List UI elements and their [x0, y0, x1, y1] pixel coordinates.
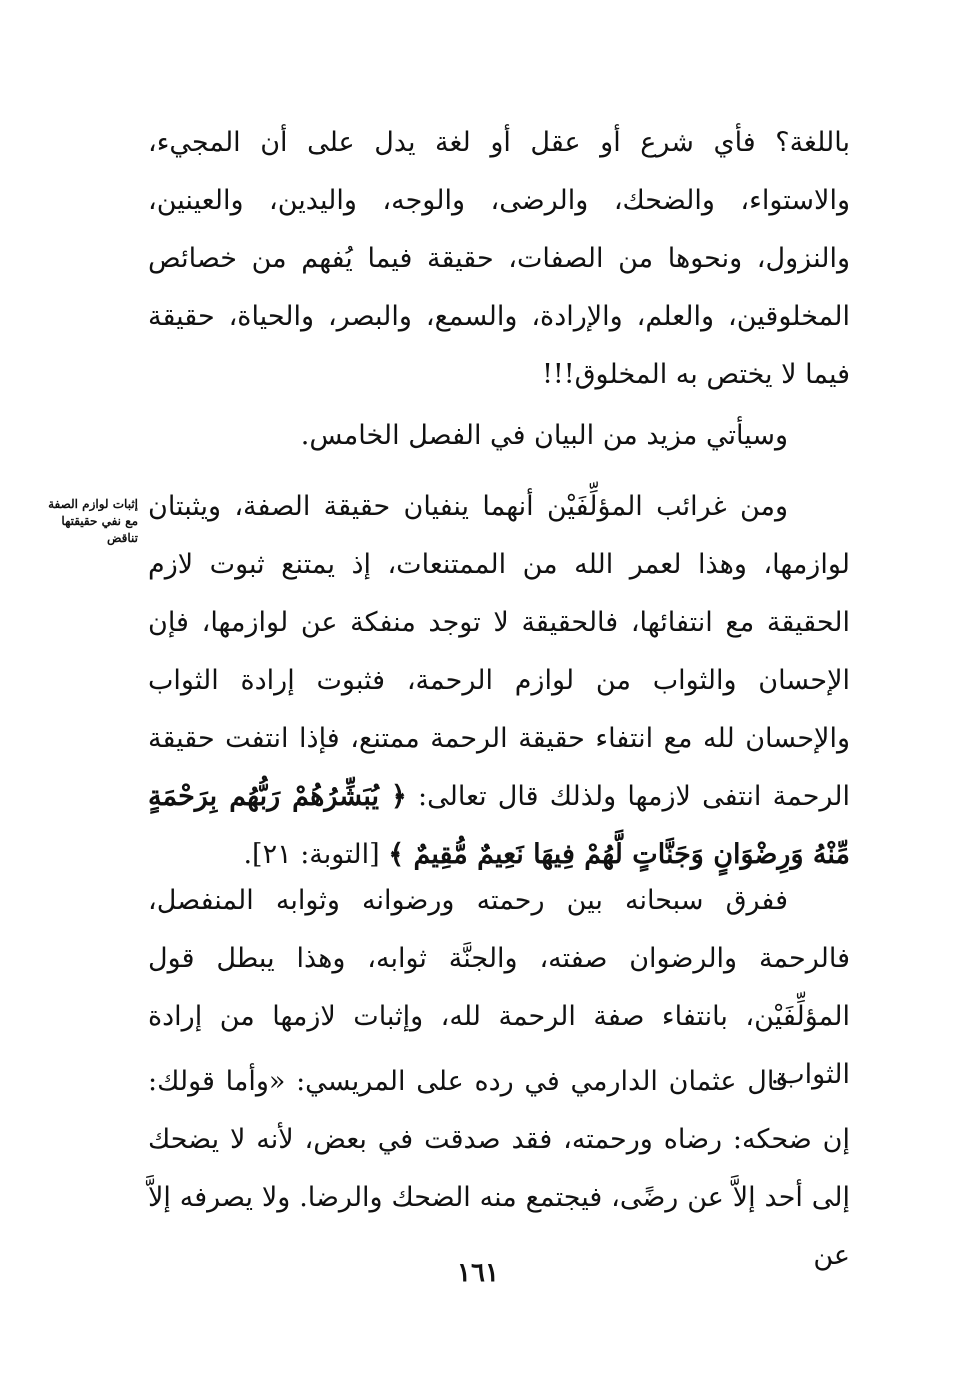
- margin-note: [18, 496, 138, 547]
- quran-verse: ﴿ يُبَشِّرُهُمْ رَبُّهُم بِرَحْمَةٍ مِّنْهُ وَرِضْوَانٍ وَجَنَّاتٍ لَّهُمْ فِيهَا نَعِيمٌ مُّقِيمٌ ﴾: [148, 781, 850, 870]
- page-number: ١٦١: [457, 1258, 499, 1288]
- verse-reference: [التوبة: ٢١].: [243, 839, 389, 870]
- paragraph-text: ومن غرائب المؤلِّفَيْن أنهما ينفيان حقيقة الصفة، ويثبتان لوازمها، وهذا لعمر الله من الممتنعات، إذ يمتنع ثبوت لازم الحقيقة مع انتفائها، فالحقيقة لا توجد منفكة عن لوازمها، فإن الإحسان والثواب من لوازم الرحمة، فثبوت إرادة الثواب والإحسان لله مع انتفاء حقيقة الرحمة ممتنع، فإذا انتفت حقيقة الرحمة انتفى لازمها ولذلك قال تعالى:: [148, 491, 851, 812]
- paragraph: [148, 478, 850, 884]
- paragraph-text: ففرق سبحانه بين رحمته ورضوانه وثوابه المنفصل، فالرحمة والرضوان صفته، والجنَّة ثوابه، وهذا يبطل قول المؤلِّفَيْن، بانتفاء صفة الرحمة لله، وإثبات لازمها من إرادة الثواب.: [148, 885, 850, 1090]
- paragraph-text: قال عثمان الدارمي في رده على المريسي: «وأما قولك: إن ضحكه: رضاه ورحمته، فقد صدقت في بعض، لأنه لا يضحك إلى أحد إلاَّ عن رضًى، فيجتمع منه الضحك والرضا. ولا يصرفه إلاَّ عن: [148, 1066, 850, 1271]
- paragraph-continuation: [148, 114, 850, 404]
- margin-note-line: تناقض: [106, 531, 138, 545]
- paragraph: [148, 1053, 850, 1285]
- margin-note-line: إثبات لوازم الصفة: [48, 497, 138, 511]
- margin-note-line: مع نفي حقيقتها: [61, 514, 138, 528]
- paragraph: [148, 407, 850, 465]
- paragraph-with-verse: [148, 478, 850, 884]
- paragraph-text: وسيأتي مزيد من البيان في الفصل الخامس.: [300, 420, 788, 451]
- paragraph-text: باللغة؟ فأي شرع أو عقل أو لغة يدل على أن المجيء، والاستواء، والضحك، والرضى، والوجه، واليدين، والعينين، والنزول، ونحوها من الصفات، حقيقة فيما يُفهم من خصائص المخلوقين، والعلم، والإرادة، والسمع، والبصر، والحياة، حقيقة فيما لا يختص به المخلوق!!!: [148, 127, 850, 390]
